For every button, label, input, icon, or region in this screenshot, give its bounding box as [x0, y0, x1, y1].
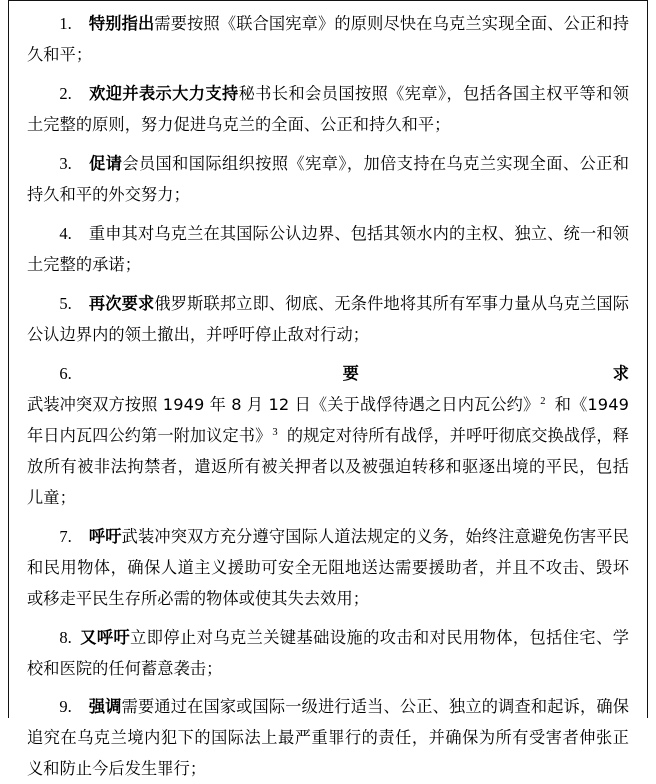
paragraph-keyword: 促请 [88, 154, 123, 173]
paragraph-text: 需要通过在国家或国际一级进行适当、公正、独立的调查和起诉，确保追究在乌克兰境内犯下的国际法上最严重罪行的责任，并确保为所有受害者伸张正义和防止今后发生罪行； [27, 697, 629, 778]
paragraph-text: 武装冲突双方充分遵守国际人道法规定的义务，始终注意避免伤害平民和民用物体，确保人道主义援助可安全无阻地送达需要援助者，并且不攻击、毁坏或移走平民生存所必需的物体或使其失去效用； [27, 527, 629, 608]
paragraph-text-part-1: 武装冲突双方按照 1949 年 8 月 12 日《关于战俘待遇之日内瓦公约》 [27, 395, 540, 414]
paragraph-number: 6. [59, 364, 72, 383]
paragraph-keyword: 又呼吁 [79, 628, 131, 647]
footnote-marker-3[interactable]: 3 [272, 426, 278, 438]
paragraph-number: 1. [59, 14, 72, 33]
paragraph-3 [27, 148, 629, 210]
paragraph-text: 立即停止对乌克兰关键基础设施的攻击和对民用物体，包括住宅、学校和医院的任何蓄意袭击； [27, 628, 629, 678]
paragraph-text-part-3: 的规定对待所有战俘，并呼吁彻底交换战俘，释放所有被非法拘禁者，遣返所有被关押者以及被强迫转移和驱逐出境的平民，包括儿童； [27, 426, 629, 507]
paragraph-number: 4. [59, 224, 72, 243]
paragraph-number: 2. [59, 84, 72, 103]
paragraph-keyword: 要求 [88, 364, 629, 383]
paragraph-9 [27, 691, 629, 784]
document-body [9, 0, 647, 778]
paragraph-number: 9. [59, 697, 72, 716]
paragraph-text: 秘书长和会员国按照《宪章》，包括各国主权平等和领土完整的原则，努力促进乌克兰的全面、公正和持久和平； [27, 84, 629, 134]
paragraph-text: 俄罗斯联邦立即、彻底、无条件地将其所有军事力量从乌克兰国际公认边界内的领土撤出，并呼吁停止敌对行动； [27, 294, 629, 344]
paragraph-text: 对乌克兰在其国际公认边界、包括其领水内的主权、独立、统一和领土完整的承诺； [27, 224, 629, 274]
paragraph-text: 需要按照《联合国宪章》的原则尽快在乌克兰实现全面、公正和持久和平； [27, 14, 629, 64]
paragraph-keyword: 特别指出 [88, 14, 155, 33]
paragraph-5 [27, 288, 629, 350]
paragraph-keyword: 再次要求 [88, 294, 155, 313]
paragraph-2 [27, 78, 629, 140]
paragraph-number: 3. [59, 154, 72, 173]
page-border-right [647, 0, 648, 718]
paragraph-8 [27, 622, 629, 684]
paragraph-7 [27, 521, 629, 614]
paragraph-number: 7. [59, 527, 72, 546]
paragraph-number: 8. [59, 628, 72, 647]
paragraph-keyword: 强调 [88, 697, 122, 716]
footnote-marker-2[interactable]: 2 [540, 395, 546, 407]
paragraph-number: 5. [59, 294, 72, 313]
paragraph-text: 会员国和国际组织按照《宪章》，加倍支持在乌克兰实现全面、公正和持久和平的外交努力； [27, 154, 629, 204]
paragraph-1 [27, 8, 629, 70]
paragraph-keyword: 呼吁 [88, 527, 122, 546]
paragraph-keyword: 重申其 [88, 224, 138, 243]
paragraph-4 [27, 218, 629, 280]
paragraph-6 [27, 358, 629, 513]
paragraph-keyword: 欢迎并表示大力支持 [88, 84, 239, 103]
paragraph-text-part-2: 和《1949 年日内瓦四公约第一附加议定书》 [27, 395, 630, 445]
